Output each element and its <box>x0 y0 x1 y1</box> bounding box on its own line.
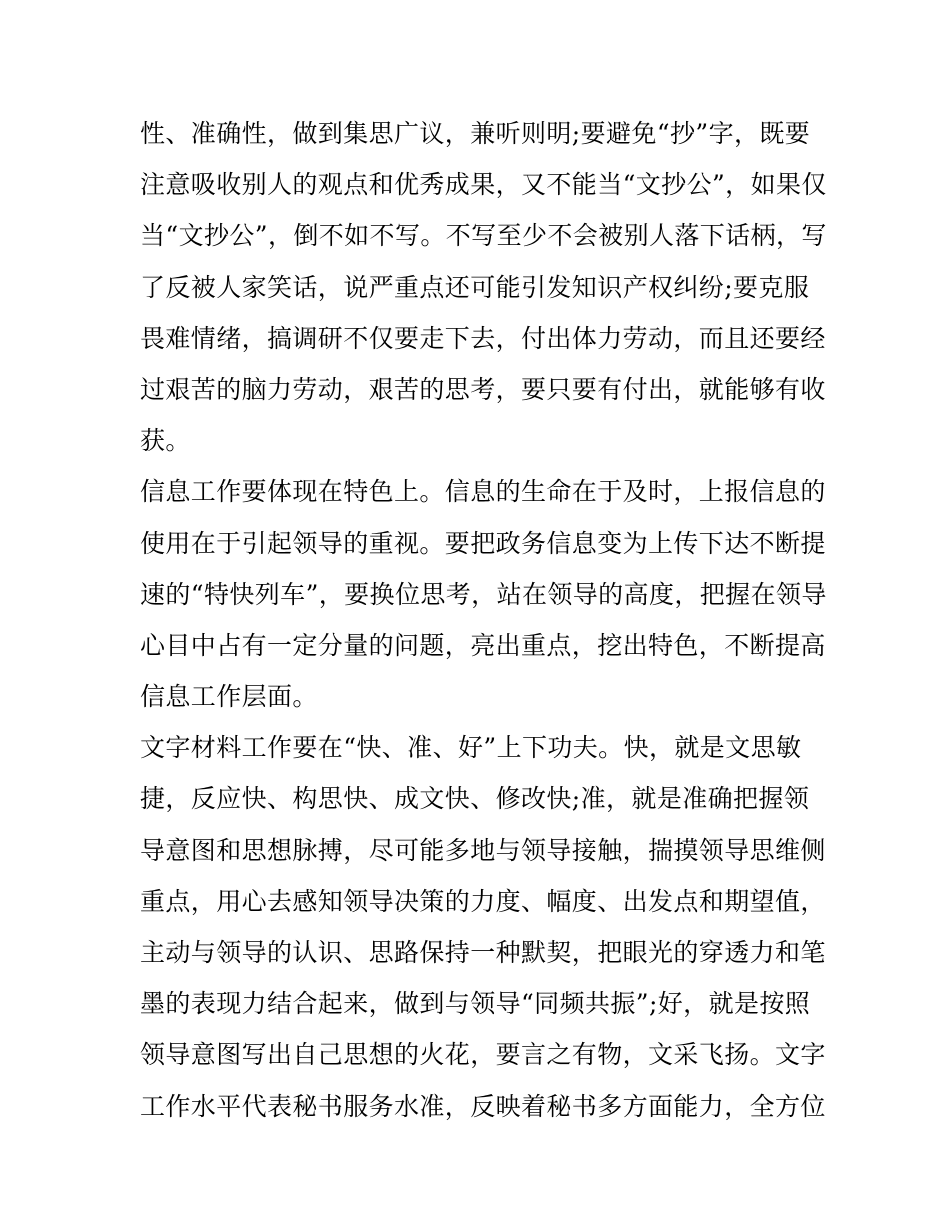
text-line: 注意吸收别人的观点和优秀成果，又不能当“文抄公”，如果仅 <box>140 170 827 200</box>
text-line: 畏难情绪，搞调研不仅要走下去，付出体力劳动，而且还要经 <box>140 323 826 353</box>
text-line: 信息工作要体现在特色上。信息的生命在于及时，上报信息的 <box>140 477 826 507</box>
text-line: 了反被人家笑话，说严重点还可能引发知识产权纠纷;要克服 <box>140 272 810 302</box>
text-line: 捷，反应快、构思快、成文快、修改快;准，就是准确把握领 <box>140 784 810 814</box>
text-line: 速的“特快列车”，要换位思考，站在领导的高度，把握在领导 <box>140 579 827 609</box>
text-line: 导意图和思想脉搏，尽可能多地与领导接触，揣摸领导思维侧 <box>140 835 826 865</box>
text-line: 墨的表现力结合起来，做到与领导“同频共振”;好，就是按照 <box>140 989 811 1019</box>
text-line: 信息工作层面。 <box>140 682 318 712</box>
text-line: 当“文抄公”，倒不如不写。不写至少不会被别人落下话柄，写 <box>140 221 827 251</box>
text-line: 心目中占有一定分量的问题，亮出重点，挖出特色，不断提高 <box>140 630 826 660</box>
text-line: 过艰苦的脑力劳动，艰苦的思考，要只要有付出，就能够有收 <box>140 374 826 404</box>
text-line: 主动与领导的认识、思路保持一种默契，把眼光的穿透力和笔 <box>140 938 826 967</box>
text-line: 性、准确性，做到集思广议，兼听则明;要避免“抄”字，既要 <box>140 119 811 148</box>
text-line: 重点，用心去感知领导决策的力度、幅度、出发点和期望值， <box>140 886 826 916</box>
text-line: 获。 <box>140 426 191 456</box>
body-text <box>140 108 827 1132</box>
text-line: 领导意图写出自己思想的火花，要言之有物，文采飞扬。文字 <box>140 1040 826 1070</box>
text-line: 文字材料工作要在“快、准、好”上下功夫。快，就是文思敏 <box>140 733 802 763</box>
text-line: 使用在于引起领导的重视。要把政务信息变为上传下达不断提 <box>140 528 826 558</box>
text-line: 工作水平代表秘书服务水准，反映着秘书多方面能力，全方位 <box>140 1091 826 1121</box>
